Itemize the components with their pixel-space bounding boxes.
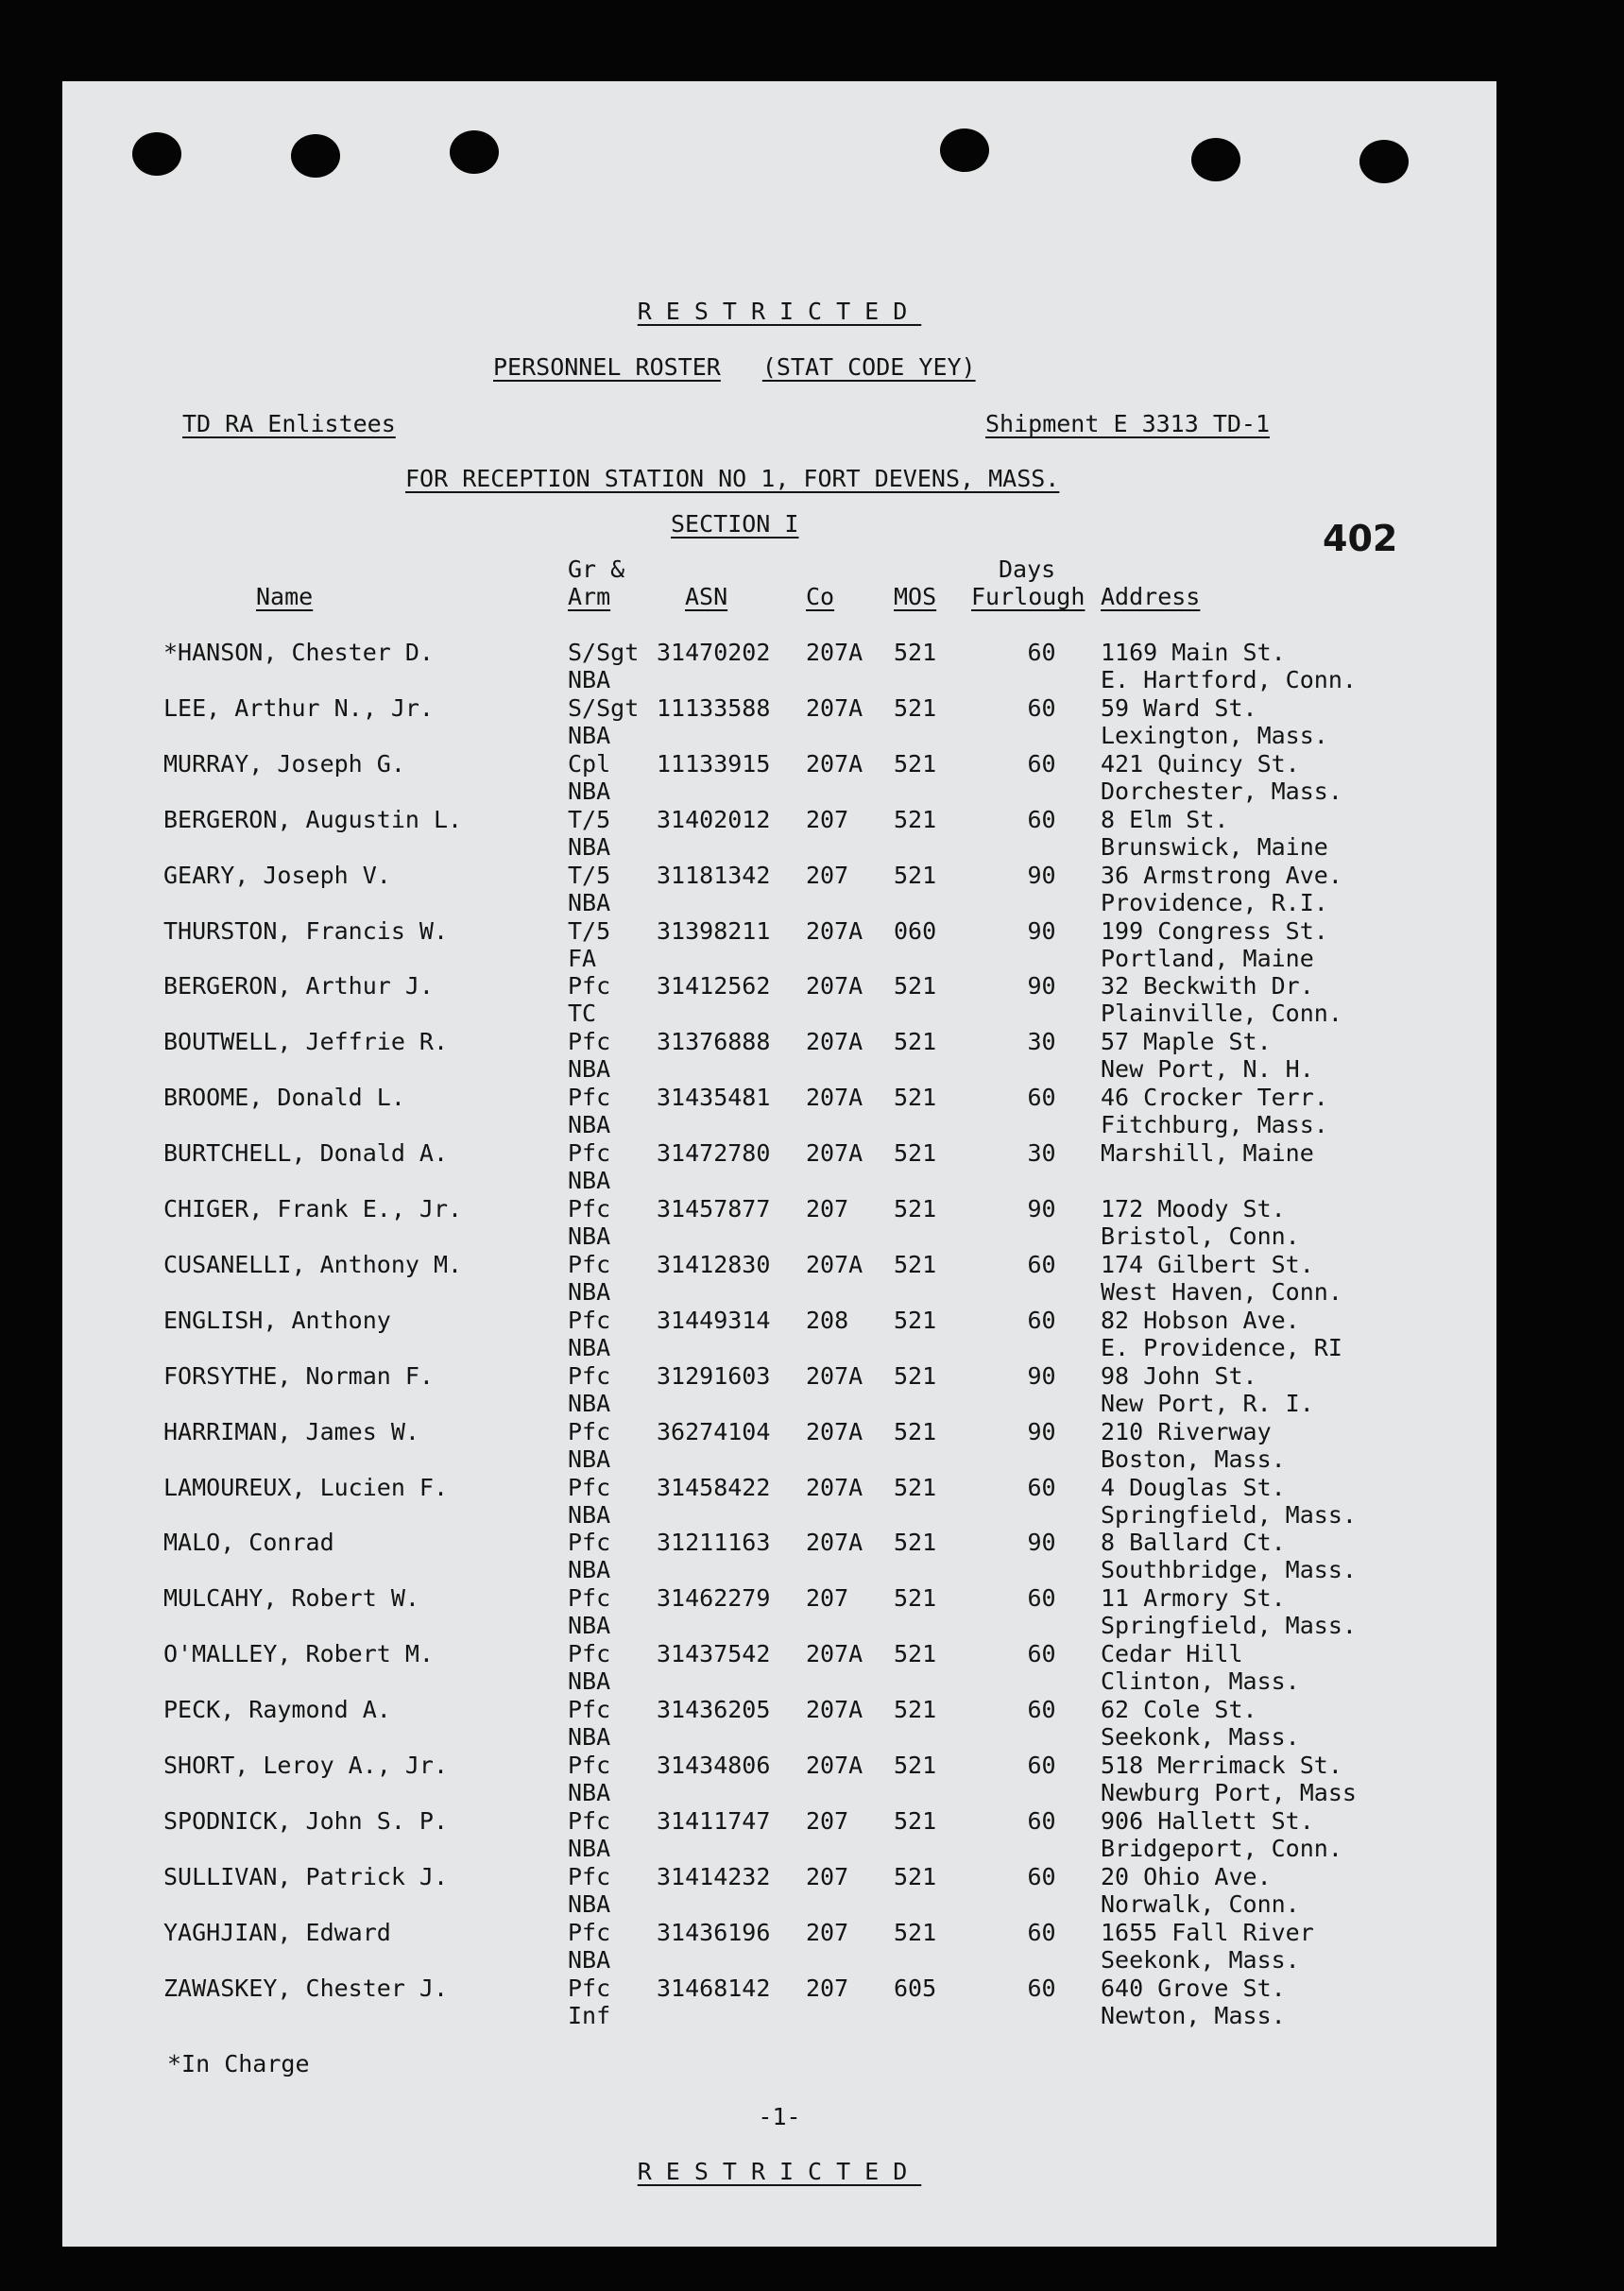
address-line2: Portland, Maine	[1101, 944, 1314, 972]
col-co: Co	[806, 583, 835, 610]
address-line1: 59 Ward St.	[1101, 693, 1257, 722]
grade: S/Sgt	[568, 639, 640, 666]
arm: NBA	[568, 1556, 611, 1584]
serial-number: 31468142	[657, 1974, 771, 2002]
address-line2: Springfield, Mass.	[1101, 1500, 1357, 1529]
company: 207	[806, 1918, 849, 1946]
address-line1: 421 Quincy St.	[1101, 749, 1300, 778]
address-line2: Springfield, Mass.	[1101, 1612, 1357, 1640]
address-line2: New Port, N. H.	[1101, 1055, 1314, 1084]
serial-number: 31462279	[657, 1584, 771, 1613]
person-name: MALO, Conrad	[163, 1529, 334, 1557]
grade: Pfc	[568, 1361, 611, 1390]
grade: Pfc	[568, 1028, 611, 1056]
table-row	[62, 806, 1496, 861]
mos-code: 521	[894, 1195, 937, 1222]
punch-hole	[291, 134, 340, 178]
furlough-days: 60	[1027, 749, 1056, 778]
person-name: YAGHJIAN, Edward	[163, 1918, 391, 1946]
grade: Pfc	[568, 1918, 611, 1946]
grade: Cpl	[568, 749, 611, 778]
mos-code: 521	[894, 861, 937, 889]
address-line1: 11 Armory St.	[1101, 1584, 1286, 1613]
company: 208	[806, 1306, 849, 1334]
person-name: GEARY, Joseph V.	[163, 861, 391, 889]
person-name: SULLIVAN, Patrick J.	[163, 1862, 449, 1890]
table-row	[62, 972, 1496, 1027]
company: 207A	[806, 1250, 863, 1278]
mos-code: 521	[894, 972, 937, 1000]
mos-code: 605	[894, 1974, 937, 2002]
address-line2: Providence, R.I.	[1101, 888, 1328, 916]
address-line2: Clinton, Mass.	[1101, 1667, 1300, 1696]
serial-number: 31437542	[657, 1640, 771, 1668]
arm: NBA	[568, 1167, 611, 1195]
furlough-days: 60	[1027, 1862, 1056, 1890]
mos-code: 521	[894, 1417, 937, 1445]
address-line1: 1169 Main St.	[1101, 639, 1286, 666]
company: 207A	[806, 1529, 863, 1557]
address-line1: 640 Grove St.	[1101, 1974, 1286, 2002]
table-row	[62, 1362, 1496, 1417]
table-row	[62, 750, 1496, 805]
person-name: SPODNICK, John S. P.	[163, 1806, 449, 1835]
table-row	[62, 1307, 1496, 1361]
section-label: SECTION I	[671, 510, 799, 538]
punch-hole	[132, 132, 181, 176]
serial-number: 31457877	[657, 1195, 771, 1222]
grade: Pfc	[568, 1084, 611, 1112]
grade: T/5	[568, 916, 611, 945]
serial-number: 31181342	[657, 861, 771, 889]
shipment-number: Shipment E 3313 TD-1	[985, 410, 1271, 437]
person-name: BERGERON, Augustin L.	[163, 805, 463, 833]
furlough-days: 60	[1027, 1084, 1056, 1112]
table-row	[62, 1696, 1496, 1751]
serial-number: 31449314	[657, 1306, 771, 1334]
address-line2: Dorchester, Mass.	[1101, 777, 1342, 805]
address-line1: 57 Maple St.	[1101, 1028, 1272, 1056]
address-line1: 98 John St.	[1101, 1361, 1257, 1390]
furlough-days: 60	[1027, 1250, 1056, 1278]
in-charge-note: *In Charge	[167, 2050, 310, 2077]
grade: S/Sgt	[568, 693, 640, 722]
furlough-days: 60	[1027, 1752, 1056, 1779]
person-name: O'MALLEY, Robert M.	[163, 1640, 434, 1668]
arm: TC	[568, 1000, 597, 1028]
company: 207	[806, 861, 849, 889]
mos-code: 521	[894, 749, 937, 778]
company: 207A	[806, 972, 863, 1000]
grade: Pfc	[568, 1752, 611, 1779]
company: 207	[806, 805, 849, 833]
grade: Pfc	[568, 1862, 611, 1890]
furlough-days: 90	[1027, 1361, 1056, 1390]
furlough-days: 90	[1027, 1417, 1056, 1445]
table-row	[62, 1975, 1496, 2029]
address-line1: 20 Ohio Ave.	[1101, 1862, 1272, 1890]
person-name: PECK, Raymond A.	[163, 1696, 391, 1724]
grade: Pfc	[568, 1974, 611, 2002]
serial-number: 31412562	[657, 972, 771, 1000]
person-name: BOUTWELL, Jeffrie R.	[163, 1028, 449, 1056]
person-name: CHIGER, Frank E., Jr.	[163, 1195, 463, 1222]
arm: NBA	[568, 1277, 611, 1306]
address-line1: 62 Cole St.	[1101, 1696, 1257, 1724]
address-line2: Lexington, Mass.	[1101, 721, 1328, 749]
address-line1: 172 Moody St.	[1101, 1195, 1286, 1222]
furlough-days: 60	[1027, 1974, 1056, 2002]
person-name: LEE, Arthur N., Jr.	[163, 693, 434, 722]
furlough-days: 90	[1027, 916, 1056, 945]
table-row	[62, 862, 1496, 916]
table-row	[62, 1584, 1496, 1639]
person-name: FORSYTHE, Norman F.	[163, 1361, 434, 1390]
grade: Pfc	[568, 1250, 611, 1278]
address-line2: Southbridge, Mass.	[1101, 1556, 1357, 1584]
address-line2: Fitchburg, Mass.	[1101, 1111, 1328, 1139]
address-line2: Newton, Mass.	[1101, 2001, 1286, 2029]
company: 207	[806, 1974, 849, 2002]
grade: Pfc	[568, 1640, 611, 1668]
company: 207A	[806, 1696, 863, 1724]
mos-code: 521	[894, 805, 937, 833]
furlough-days: 60	[1027, 1918, 1056, 1946]
address-line1: 8 Ballard Ct.	[1101, 1529, 1286, 1557]
person-name: THURSTON, Francis W.	[163, 916, 449, 945]
table-row	[62, 1139, 1496, 1194]
roster-title-text: PERSONNEL ROSTER	[493, 353, 721, 381]
page-number: -1-	[758, 2103, 801, 2130]
page-stamp: 402	[1323, 518, 1398, 559]
address-line1: 82 Hobson Ave.	[1101, 1306, 1300, 1334]
address-line2: West Haven, Conn.	[1101, 1277, 1342, 1306]
table-row	[62, 1919, 1496, 1974]
address-line2: E. Providence, RI	[1101, 1333, 1342, 1361]
address-line1: 174 Gilbert St.	[1101, 1250, 1314, 1278]
col-name: Name	[256, 583, 314, 610]
company: 207A	[806, 1417, 863, 1445]
address-line2: Bristol, Conn.	[1101, 1222, 1300, 1250]
table-row	[62, 1084, 1496, 1138]
table-row	[62, 1418, 1496, 1473]
serial-number: 11133588	[657, 693, 771, 722]
punch-hole	[450, 130, 499, 174]
grade: Pfc	[568, 1529, 611, 1557]
serial-number: 31398211	[657, 916, 771, 945]
company: 207A	[806, 1640, 863, 1668]
address-line1: 518 Merrimack St.	[1101, 1752, 1342, 1779]
serial-number: 31458422	[657, 1473, 771, 1501]
table-row	[62, 1863, 1496, 1918]
serial-number: 31414232	[657, 1862, 771, 1890]
address-line1: 199 Congress St.	[1101, 916, 1328, 945]
address-line1: 46 Crocker Terr.	[1101, 1084, 1328, 1112]
company: 207	[806, 1195, 849, 1222]
mos-code: 521	[894, 1529, 937, 1557]
mos-code: 521	[894, 693, 937, 722]
table-row	[62, 917, 1496, 972]
arm: NBA	[568, 1723, 611, 1752]
arm: NBA	[568, 1945, 611, 1974]
grade: Pfc	[568, 1139, 611, 1168]
address-line1: Marshill, Maine	[1101, 1139, 1314, 1168]
mos-code: 521	[894, 639, 937, 666]
furlough-days: 30	[1027, 1139, 1056, 1168]
address-line2: Norwalk, Conn.	[1101, 1889, 1300, 1918]
serial-number: 31291603	[657, 1361, 771, 1390]
arm: FA	[568, 944, 597, 972]
person-name: BERGERON, Arthur J.	[163, 972, 434, 1000]
person-name: MULCAHY, Robert W.	[163, 1584, 419, 1613]
furlough-days: 60	[1027, 1584, 1056, 1613]
furlough-days: 60	[1027, 693, 1056, 722]
mos-code: 521	[894, 1806, 937, 1835]
furlough-days: 60	[1027, 1640, 1056, 1668]
address-line1: 906 Hallett St.	[1101, 1806, 1314, 1835]
arm: Inf	[568, 2001, 611, 2029]
document-page	[62, 81, 1496, 2247]
company: 207	[806, 1862, 849, 1890]
company: 207A	[806, 1473, 863, 1501]
col-gr-line2: Arm	[568, 583, 611, 610]
address-line1: 8 Elm St.	[1101, 805, 1229, 833]
person-name: HARRIMAN, James W.	[163, 1417, 419, 1445]
table-row	[62, 1752, 1496, 1806]
grade: Pfc	[568, 1417, 611, 1445]
table-row	[62, 639, 1496, 693]
serial-number: 31211163	[657, 1529, 771, 1557]
person-name: *HANSON, Chester D.	[163, 639, 434, 666]
serial-number: 31470202	[657, 639, 771, 666]
address-line1: 1655 Fall River	[1101, 1918, 1314, 1946]
mos-code: 060	[894, 916, 937, 945]
arm: NBA	[568, 1445, 611, 1473]
destination: FOR RECEPTION STATION NO 1, FORT DEVENS, MASS.	[405, 465, 1060, 492]
address-line2: Plainville, Conn.	[1101, 1000, 1342, 1028]
person-name: BURTCHELL, Donald A.	[163, 1139, 449, 1168]
serial-number: 31472780	[657, 1139, 771, 1168]
address-line2: E. Hartford, Conn.	[1101, 666, 1357, 693]
arm: NBA	[568, 721, 611, 749]
company: 207A	[806, 1084, 863, 1112]
grade: Pfc	[568, 972, 611, 1000]
furlough-days: 90	[1027, 861, 1056, 889]
enlistee-group: TD RA Enlistees	[182, 410, 396, 437]
company: 207A	[806, 639, 863, 666]
col-address: Address	[1101, 583, 1201, 610]
address-line1: 4 Douglas St.	[1101, 1473, 1286, 1501]
arm: NBA	[568, 1667, 611, 1696]
address-line2: Bridgeport, Conn.	[1101, 1834, 1342, 1862]
address-line1: Cedar Hill	[1101, 1640, 1243, 1668]
furlough-days: 90	[1027, 1195, 1056, 1222]
arm: NBA	[568, 777, 611, 805]
furlough-days: 30	[1027, 1028, 1056, 1056]
company: 207A	[806, 1361, 863, 1390]
table-row	[62, 1474, 1496, 1529]
arm: NBA	[568, 666, 611, 693]
mos-code: 521	[894, 1473, 937, 1501]
address-line2: Brunswick, Maine	[1101, 832, 1328, 861]
mos-code: 521	[894, 1918, 937, 1946]
address-line1: 32 Beckwith Dr.	[1101, 972, 1314, 1000]
furlough-days: 60	[1027, 639, 1056, 666]
company: 207A	[806, 1028, 863, 1056]
table-row	[62, 1028, 1496, 1083]
mos-code: 521	[894, 1640, 937, 1668]
mos-code: 521	[894, 1028, 937, 1056]
furlough-days: 90	[1027, 1529, 1056, 1557]
table-row	[62, 1195, 1496, 1250]
punch-hole	[1191, 138, 1240, 181]
company: 207A	[806, 693, 863, 722]
stat-code: (STAT CODE YEY)	[761, 353, 976, 381]
address-line1: 210 Riverway	[1101, 1417, 1272, 1445]
arm: NBA	[568, 832, 611, 861]
furlough-days: 60	[1027, 1473, 1056, 1501]
company: 207	[806, 1806, 849, 1835]
address-line2: Seekonk, Mass.	[1101, 1723, 1300, 1752]
person-name: SHORT, Leroy A., Jr.	[163, 1752, 449, 1779]
furlough-days: 60	[1027, 1806, 1056, 1835]
serial-number: 31411747	[657, 1806, 771, 1835]
table-row	[62, 1807, 1496, 1862]
grade: T/5	[568, 805, 611, 833]
arm: NBA	[568, 888, 611, 916]
arm: NBA	[568, 1500, 611, 1529]
serial-number: 31376888	[657, 1028, 771, 1056]
person-name: MURRAY, Joseph G.	[163, 749, 405, 778]
person-name: ENGLISH, Anthony	[163, 1306, 391, 1334]
punch-hole	[1359, 140, 1409, 183]
table-row	[62, 694, 1496, 749]
mos-code: 521	[894, 1752, 937, 1779]
furlough-days: 60	[1027, 1696, 1056, 1724]
mos-code: 521	[894, 1250, 937, 1278]
person-name: CUSANELLI, Anthony M.	[163, 1250, 463, 1278]
grade: Pfc	[568, 1696, 611, 1724]
grade: Pfc	[568, 1584, 611, 1613]
address-line2: New Port, R. I.	[1101, 1389, 1314, 1417]
furlough-days: 90	[1027, 972, 1056, 1000]
arm: NBA	[568, 1889, 611, 1918]
address-line2: Newburg Port, Mass	[1101, 1779, 1357, 1806]
mos-code: 521	[894, 1306, 937, 1334]
mos-code: 521	[894, 1084, 937, 1112]
arm: NBA	[568, 1389, 611, 1417]
mos-code: 521	[894, 1696, 937, 1724]
table-row	[62, 1251, 1496, 1306]
address-line1: 36 Armstrong Ave.	[1101, 861, 1342, 889]
company: 207A	[806, 1139, 863, 1168]
serial-number: 36274104	[657, 1417, 771, 1445]
grade: Pfc	[568, 1473, 611, 1501]
grade: Pfc	[568, 1195, 611, 1222]
table-row	[62, 1529, 1496, 1583]
person-name: BROOME, Donald L.	[163, 1084, 405, 1112]
serial-number: 31435481	[657, 1084, 771, 1112]
arm: NBA	[568, 1834, 611, 1862]
company: 207A	[806, 749, 863, 778]
col-mos: MOS	[894, 583, 937, 610]
company: 207A	[806, 916, 863, 945]
arm: NBA	[568, 1111, 611, 1139]
arm: NBA	[568, 1222, 611, 1250]
address-line2: Seekonk, Mass.	[1101, 1945, 1300, 1974]
roster-title	[493, 353, 976, 381]
arm: NBA	[568, 1612, 611, 1640]
address-line2: Boston, Mass.	[1101, 1445, 1286, 1473]
mos-code: 521	[894, 1862, 937, 1890]
person-name: ZAWASKEY, Chester J.	[163, 1974, 449, 2002]
mos-code: 521	[894, 1584, 937, 1613]
company: 207	[806, 1584, 849, 1613]
furlough-days: 60	[1027, 1306, 1056, 1334]
col-gr-line1: Gr &	[568, 556, 625, 583]
person-name: LAMOUREUX, Lucien F.	[163, 1473, 449, 1501]
col-days-line2: Furlough	[971, 583, 1086, 610]
restricted-footer: RESTRICTED	[637, 2158, 922, 2185]
mos-code: 521	[894, 1139, 937, 1168]
mos-code: 521	[894, 1361, 937, 1390]
col-asn: ASN	[685, 583, 728, 610]
grade: Pfc	[568, 1306, 611, 1334]
furlough-days: 60	[1027, 805, 1056, 833]
arm: NBA	[568, 1333, 611, 1361]
serial-number: 11133915	[657, 749, 771, 778]
col-days-line1: Days	[999, 556, 1056, 583]
table-row	[62, 1640, 1496, 1695]
serial-number: 31436205	[657, 1696, 771, 1724]
serial-number: 31436196	[657, 1918, 771, 1946]
arm: NBA	[568, 1055, 611, 1084]
punch-hole	[940, 128, 989, 172]
serial-number: 31412830	[657, 1250, 771, 1278]
serial-number: 31402012	[657, 805, 771, 833]
grade: T/5	[568, 861, 611, 889]
company: 207A	[806, 1752, 863, 1779]
arm: NBA	[568, 1779, 611, 1806]
restricted-heading: RESTRICTED	[637, 298, 922, 325]
serial-number: 31434806	[657, 1752, 771, 1779]
grade: Pfc	[568, 1806, 611, 1835]
